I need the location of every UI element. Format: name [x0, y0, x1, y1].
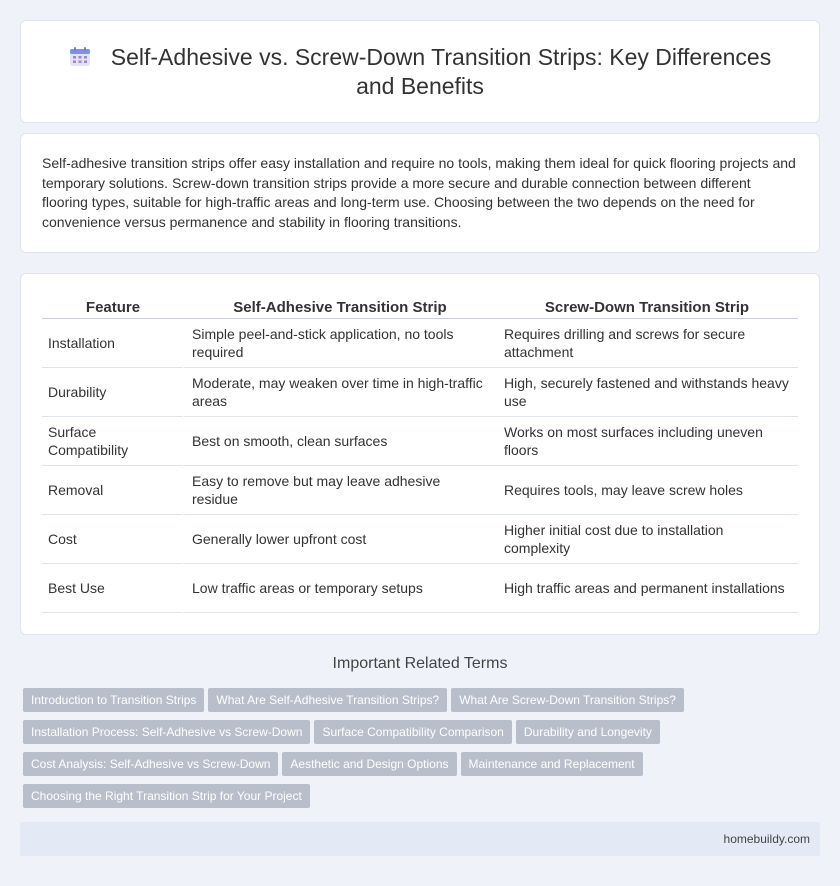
screw-down-cell: Higher initial cost due to installation complexity — [496, 515, 798, 564]
table-row — [42, 417, 798, 466]
comparison-table — [42, 296, 798, 613]
table-row — [42, 466, 798, 515]
related-term-tag[interactable]: Maintenance and Replacement — [461, 752, 643, 776]
related-term-tag[interactable]: Introduction to Transition Strips — [23, 688, 204, 712]
screw-down-cell: Requires drilling and screws for secure attachment — [496, 319, 798, 368]
screw-down-cell: Requires tools, may leave screw holes — [496, 466, 798, 515]
self-adhesive-cell: Moderate, may weaken over time in high-traffic areas — [184, 368, 496, 417]
self-adhesive-cell: Simple peel-and-stick application, no tools required — [184, 319, 496, 368]
header-feature: Feature — [42, 296, 184, 319]
related-term-tag[interactable]: Surface Compatibility Comparison — [314, 720, 511, 744]
self-adhesive-cell: Easy to remove but may leave adhesive residue — [184, 466, 496, 515]
related-term-tag[interactable]: Durability and Longevity — [516, 720, 660, 744]
header-screw-down: Screw-Down Transition Strip — [496, 296, 798, 319]
footer-site-link[interactable]: homebuildy.com — [723, 832, 810, 846]
intro-card — [20, 133, 820, 253]
feature-cell: Best Use — [42, 564, 184, 613]
comparison-card — [20, 273, 820, 635]
related-terms-list — [23, 688, 813, 816]
screw-down-cell: Works on most surfaces including uneven floors — [496, 417, 798, 466]
related-terms-heading: Important Related Terms — [332, 655, 508, 672]
page-title — [21, 43, 819, 101]
table-row — [42, 368, 798, 417]
related-term-tag[interactable]: Installation Process: Self-Adhesive vs Screw-Down — [23, 720, 310, 744]
related-term-tag[interactable]: Aesthetic and Design Options — [282, 752, 456, 776]
table-row — [42, 515, 798, 564]
page-title-text: Self-Adhesive vs. Screw-Down Transition Strips: Key Differences and Benefits — [110, 44, 772, 99]
table-row — [42, 564, 798, 613]
header-self-adhesive: Self-Adhesive Transition Strip — [184, 296, 496, 319]
feature-cell: Cost — [42, 515, 184, 564]
screw-down-cell: High, securely fastened and withstands heavy use — [496, 368, 798, 417]
header-card — [20, 20, 820, 123]
feature-cell: Removal — [42, 466, 184, 515]
related-term-tag[interactable]: What Are Screw-Down Transition Strips? — [451, 688, 684, 712]
feature-cell: Surface Compatibility — [42, 417, 184, 466]
table-row — [42, 319, 798, 368]
table-header-row — [42, 296, 798, 319]
self-adhesive-cell: Generally lower upfront cost — [184, 515, 496, 564]
intro-paragraph: Self-adhesive transition strips offer easy installation and require no tools, making them ideal for quick flooring projects and temporary solutions. Screw-down transition strips provide a more secure and durable connection between different flooring types, suitable for high-traffic areas and long-term use. Choosing between the two depends on the need for convenience versus permanence and stability in flooring transitions. — [42, 155, 796, 230]
feature-cell: Durability — [42, 368, 184, 417]
footer — [20, 822, 820, 856]
self-adhesive-cell: Best on smooth, clean surfaces — [184, 417, 496, 466]
related-term-tag[interactable]: Cost Analysis: Self-Adhesive vs Screw-Down — [23, 752, 278, 776]
feature-cell: Installation — [42, 319, 184, 368]
related-term-tag[interactable]: What Are Self-Adhesive Transition Strips? — [208, 688, 447, 712]
related-term-tag[interactable]: Choosing the Right Transition Strip for Your Project — [23, 784, 310, 808]
screw-down-cell: High traffic areas and permanent installations — [496, 564, 798, 613]
calendar-icon — [69, 47, 91, 67]
self-adhesive-cell: Low traffic areas or temporary setups — [184, 564, 496, 613]
